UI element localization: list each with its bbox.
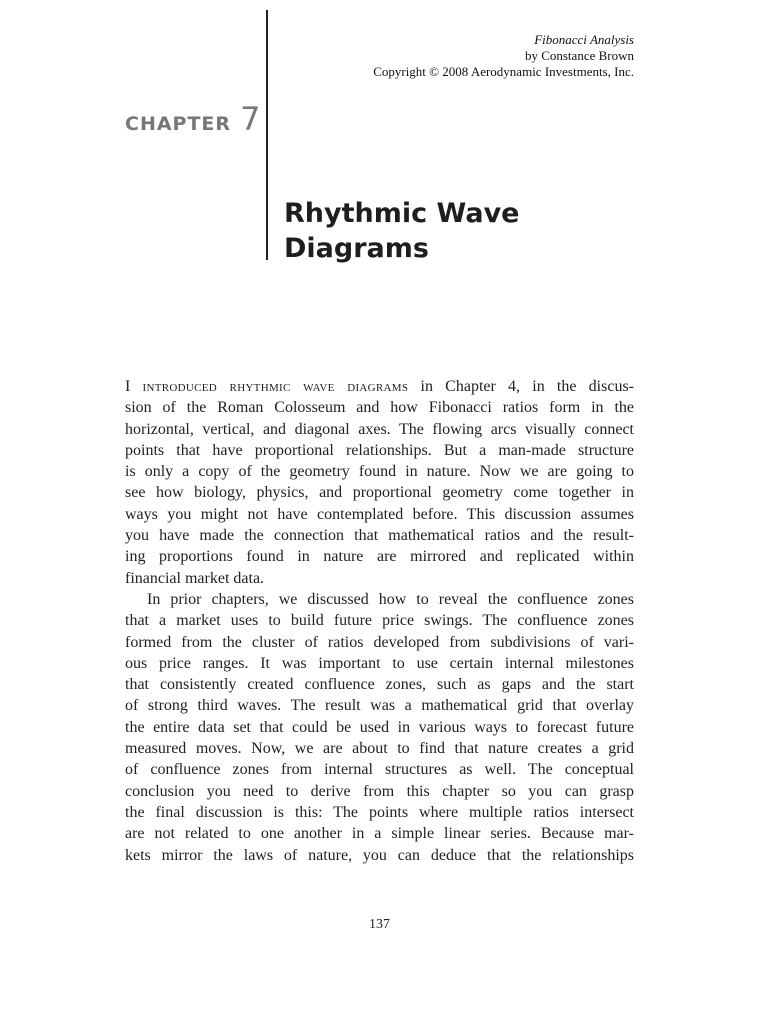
paragraph-line: the final discussion is this: The points where multiple ratios intersect (125, 803, 634, 821)
copyright-line: Copyright © 2008 Aerodynamic Investments, Inc. (373, 64, 634, 79)
opening-smallcaps: introduced rhythmic wave diagrams (142, 378, 409, 395)
chapter-title-line-2: Diagrams (284, 233, 429, 264)
paragraph-line: In prior chapters, we discussed how to reveal the confluence zones (147, 590, 634, 608)
paragraph-line: horizontal, vertical, and diagonal axes. The flowing arcs visually connect (125, 420, 634, 438)
chapter-divider-line (266, 10, 268, 260)
paragraph-line: the entire data set that could be used in various ways to forecast future (125, 718, 634, 736)
opening-initial: I (125, 378, 131, 395)
paragraph-line: that a market uses to build future price swings. The confluence zones (125, 612, 634, 630)
book-title: Fibonacci Analysis (534, 32, 634, 47)
paragraph-line: ways you might not have contemplated before. This discussion assumes (125, 505, 634, 523)
running-header (373, 32, 634, 80)
paragraph-line: conclusion you need to derive from this chapter so you can grasp (125, 782, 634, 800)
paragraph-line: of strong third waves. The result was a mathematical grid that overlay (125, 697, 634, 715)
paragraph-line: ing proportions found in nature are mirrored and replicated within (125, 548, 634, 566)
body-text (125, 376, 634, 866)
chapter-label (125, 100, 261, 138)
paragraph-line: financial market data. (125, 569, 265, 587)
paragraph-line: kets mirror the laws of nature, you can deduce that the relationships (125, 846, 634, 864)
chapter-title (284, 196, 520, 266)
chapter-title-line-1: Rhythmic Wave (284, 198, 520, 229)
paragraph-line: points that have proportional relationships. But a man-made structure (125, 441, 634, 459)
chapter-word: CHAPTER (125, 113, 232, 135)
chapter-number: 7 (240, 100, 261, 138)
paragraph-line: ous price ranges. It was important to use certain internal milestones (125, 654, 634, 672)
book-author: by Constance Brown (524, 48, 634, 63)
page-number: 137 (369, 917, 390, 932)
paragraph-line: that consistently created confluence zones, such as gaps and the start (125, 676, 634, 694)
paragraph-line: formed from the cluster of ratios developed from subdivisions of vari- (125, 633, 634, 651)
paragraph-line: is only a copy of the geometry found in nature. Now we are going to (125, 463, 634, 481)
paragraph-line: sion of the Roman Colosseum and how Fibonacci ratios form in the (125, 399, 634, 417)
paragraph-line: of confluence zones from internal structures as well. The conceptual (125, 761, 634, 779)
paragraph-2 (125, 589, 634, 866)
paragraph-line: see how biology, physics, and proportional geometry come together in (125, 484, 634, 502)
paragraph-line (125, 376, 634, 397)
opening-rest: in Chapter 4, in the discus- (420, 378, 635, 395)
paragraph-line: you have made the connection that mathematical ratios and the result- (125, 527, 634, 545)
paragraph-line: are not related to one another in a simple linear series. Because mar- (125, 825, 634, 843)
paragraph-line: measured moves. Now, we are about to find that nature creates a grid (125, 740, 634, 758)
paragraph-1 (125, 376, 634, 589)
